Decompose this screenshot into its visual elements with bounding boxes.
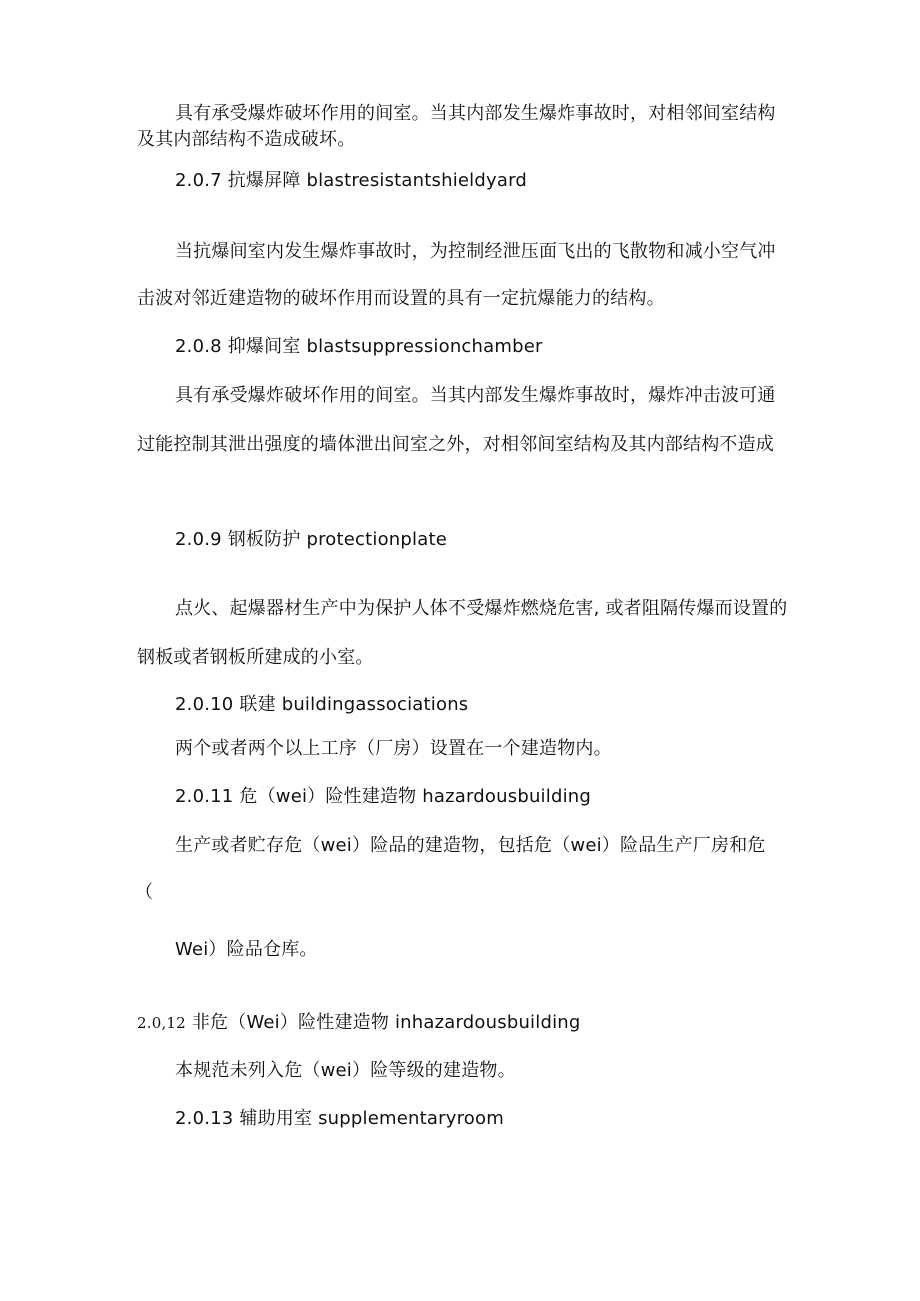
paragraph-line: Wei）险品仓库。 xyxy=(175,939,318,960)
section-heading-2-0-12 xyxy=(137,1011,581,1035)
paragraph-line: 当抗爆间室内发生爆炸事故时，为控制经泄压面飞出的飞散物和减小空气冲 xyxy=(175,241,776,262)
paragraph-line: 过能控制其泄出强度的墙体泄出间室之外，对相邻间室结构及其内部结构不造成 xyxy=(137,434,774,455)
section-title: 非危（Wei）险性建造物 inhazardousbuilding xyxy=(191,1012,581,1033)
section-heading-2-0-10: 2.0.10 联建 buildingassociations xyxy=(175,694,469,715)
paragraph-line: 钢板或者钢板所建成的小室。 xyxy=(137,647,374,668)
section-heading-2-0-8: 2.0.8 抑爆间室 blastsuppressionchamber xyxy=(175,336,543,357)
paragraph-line: 生产或者贮存危（wei）险品的建造物，包括危（wei）险品生产厂房和危 xyxy=(175,835,766,856)
section-heading-2-0-7: 2.0.7 抗爆屏障 blastresistantshieldyard xyxy=(175,170,528,191)
section-heading-2-0-9: 2.0.9 钢板防护 protectionplate xyxy=(175,529,447,550)
paragraph-line: 及其内部结构不造成破坏。 xyxy=(137,129,356,150)
section-heading-2-0-11: 2.0.11 危（wei）险性建造物 hazardousbuilding xyxy=(175,786,592,807)
paragraph-line: 击波对邻近建造物的破坏作用而设置的具有一定抗爆能力的结构。 xyxy=(137,288,665,309)
section-heading-2-0-13: 2.0.13 辅助用室 supplementaryroom xyxy=(175,1108,504,1129)
paragraph-line: 点火、起爆器材生产中为保护人体不受爆炸燃烧危害, 或者阻隔传爆而设置的 xyxy=(175,598,788,619)
paragraph-line: 具有承受爆炸破坏作用的间室。当其内部发生爆炸事故时，爆炸冲击波可通 xyxy=(175,385,776,406)
paragraph-line: 本规范未列入危（wei）险等级的建造物。 xyxy=(175,1060,516,1081)
paragraph-line: （ xyxy=(135,882,154,903)
paragraph-line: 具有承受爆炸破坏作用的间室。当其内部发生爆炸事故时，对相邻间室结构 xyxy=(175,103,776,124)
paragraph-line: 两个或者两个以上工序（厂房）设置在一个建造物内。 xyxy=(175,738,612,759)
section-number: 2.0,12 xyxy=(137,1014,186,1032)
